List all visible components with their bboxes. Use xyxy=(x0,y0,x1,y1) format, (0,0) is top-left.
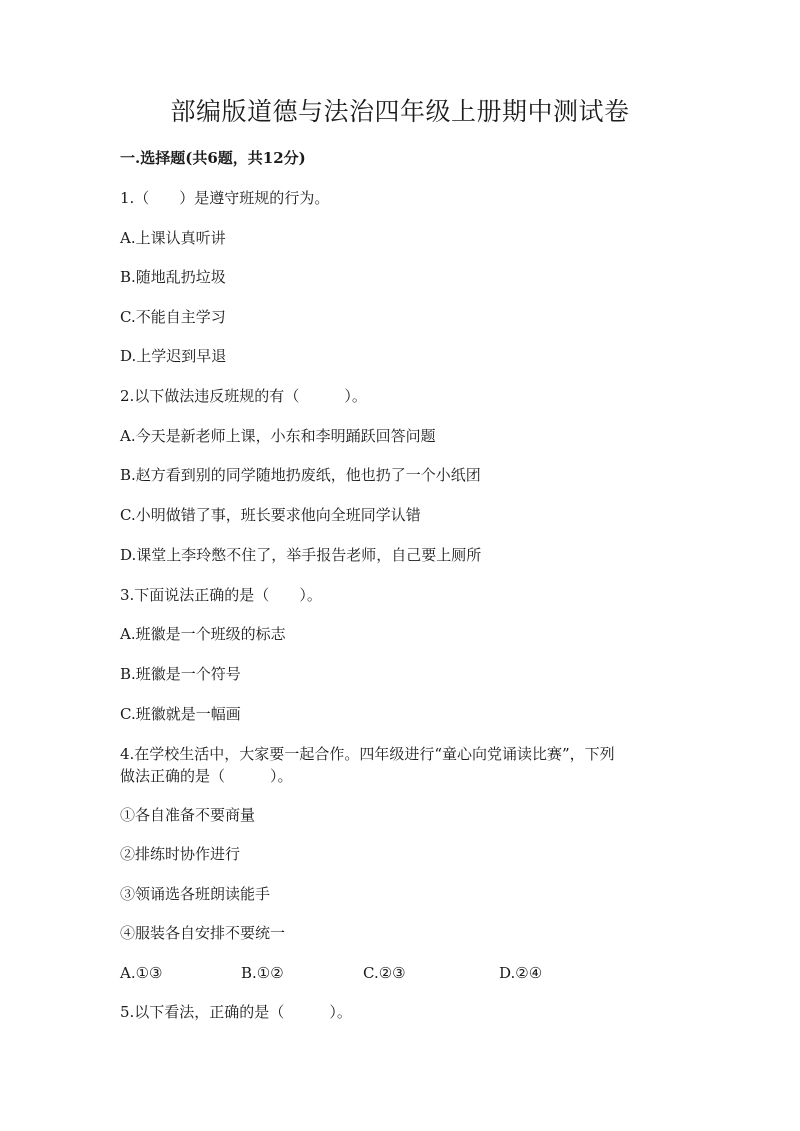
question-4-stem-line-1: 4.在学校生活中，大家要一起合作。四年级进行“童心向党诵读比赛”，下列 xyxy=(120,745,615,763)
question-4-item-3: ③领诵选各班朗读能手 xyxy=(120,885,271,903)
question-2-option-a: A.今天是新老师上课，小东和李明踊跃回答问题 xyxy=(120,427,436,445)
question-3-option-a: A.班徽是一个班级的标志 xyxy=(120,625,286,643)
question-2-option-b: B.赵方看到别的同学随地扔废纸，他也扔了一个小纸团 xyxy=(120,466,481,484)
section-heading: 一.选择题(共6题，共12分) xyxy=(120,149,306,167)
question-3-option-b: B.班徽是一个符号 xyxy=(120,665,241,683)
question-2-option-c: C.小明做错了事，班长要求他向全班同学认错 xyxy=(120,506,421,524)
question-4-item-4: ④服装各自安排不要统一 xyxy=(120,924,286,942)
question-4-stem-line-2: 做法正确的是（ ）。 xyxy=(120,767,293,785)
question-1-option-a: A.上课认真听讲 xyxy=(120,229,226,247)
question-4-options xyxy=(120,962,680,984)
question-4-option-b: B.①② xyxy=(241,964,284,982)
question-4-option-a: A.①③ xyxy=(120,964,163,982)
question-1-stem: 1.（ ）是遵守班规的行为。 xyxy=(120,189,330,207)
question-2-stem: 2.以下做法违反班规的有（ ）。 xyxy=(120,387,367,405)
question-5-stem: 5.以下看法，正确的是（ ）。 xyxy=(120,1003,352,1021)
question-1-option-d: D.上学迟到早退 xyxy=(120,347,227,365)
question-4-option-d: D.②④ xyxy=(499,964,543,982)
question-4-item-1: ①各自准备不要商量 xyxy=(120,806,256,824)
question-1-option-b: B.随地乱扔垃圾 xyxy=(120,268,226,286)
question-3-option-c: C.班徽就是一幅画 xyxy=(120,705,241,723)
question-3-stem: 3.下面说法正确的是（ ）。 xyxy=(120,586,322,604)
question-4-option-c: C.②③ xyxy=(363,964,406,982)
question-4-item-2: ②排练时协作进行 xyxy=(120,845,241,863)
question-2-option-d: D.课堂上李玲憋不住了，举手报告老师，自己要上厕所 xyxy=(120,546,482,564)
page-title: 部编版道德与法治四年级上册期中测试卷 xyxy=(170,97,630,126)
question-1-option-c: C.不能自主学习 xyxy=(120,308,226,326)
